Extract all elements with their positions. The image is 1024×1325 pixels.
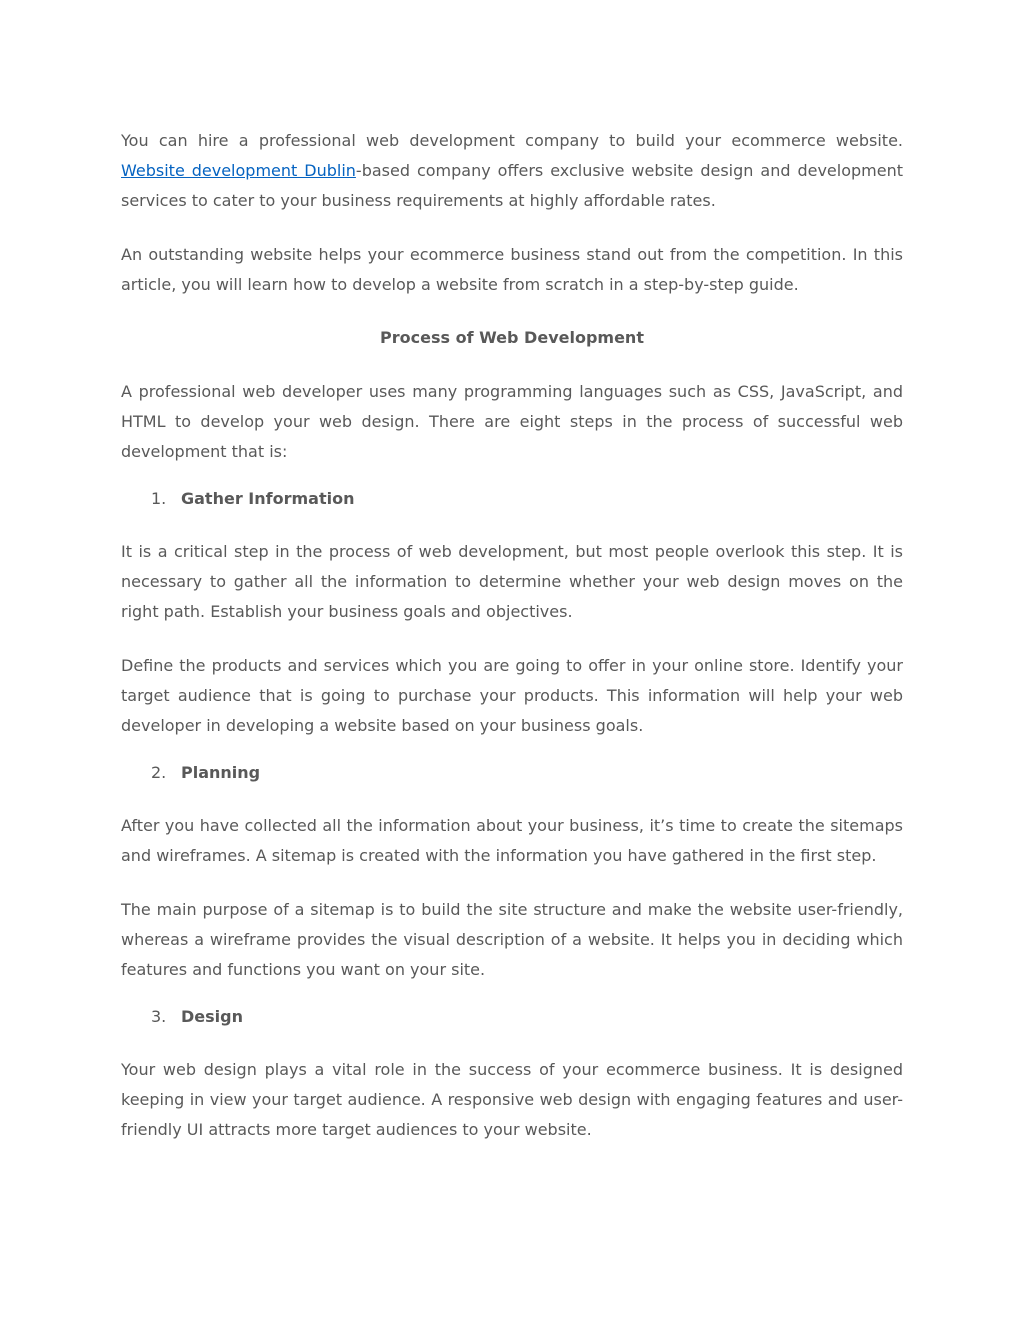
step-number: 2. xyxy=(151,763,167,782)
step-number: 1. xyxy=(151,489,167,508)
section-heading: Process of Web Development xyxy=(380,328,644,347)
intro-text-after-link: -based company offers exclusive website design and development services to cater to your business requirements at highly affordable rates. xyxy=(121,161,904,210)
step-paragraph: Define the products and services which you are going to offer in your online store. Identify your target audience that is going to purchase your products. This information will help your web developer in developing a website based on your business goals. xyxy=(121,656,903,735)
paragraph-programming-languages: A professional web developer uses many programming languages such as CSS, JavaScript, and HTML to develop your web design. There are eight steps in the process of successful web development that is: xyxy=(121,382,903,461)
intro-text-before-link: You can hire a professional web development company to build your ecommerce website. xyxy=(121,131,903,150)
step-paragraph: The main purpose of a sitemap is to build the site structure and make the website user-friendly, whereas a wireframe provides the visual description of a website. It helps you in deciding which features and functions you want on your site. xyxy=(121,900,903,979)
intro-paragraph xyxy=(121,126,903,216)
step-paragraph: Your web design plays a vital role in the success of your ecommerce business. It is designed keeping in view your target audience. A responsive web design with engaging features and user-friendly UI attracts more target audiences to your website. xyxy=(121,1060,903,1139)
paragraph-outstanding-website: An outstanding website helps your ecommerce business stand out from the competition. In this article, you will learn how to develop a website from scratch in a step-by-step guide. xyxy=(121,245,903,294)
step-title: Planning xyxy=(181,763,261,782)
step-title: Design xyxy=(181,1007,243,1026)
step-title: Gather Information xyxy=(181,489,355,508)
document-page xyxy=(121,126,903,1145)
step-paragraph: After you have collected all the information about your business, it’s time to create the sitemaps and wireframes. A sitemap is created with the information you have gathered in the first step. xyxy=(121,816,903,865)
step-number: 3. xyxy=(151,1007,167,1026)
step-heading-planning xyxy=(121,758,903,788)
website-development-dublin-link[interactable]: Website development Dublin xyxy=(121,161,356,180)
step-paragraph: It is a critical step in the process of web development, but most people overlook this step. It is necessary to gather all the information to determine whether your web design moves on the right path. Establish your business goals and objectives. xyxy=(121,542,903,621)
step-heading-design xyxy=(121,1002,903,1032)
step-heading-gather-information xyxy=(121,484,903,514)
